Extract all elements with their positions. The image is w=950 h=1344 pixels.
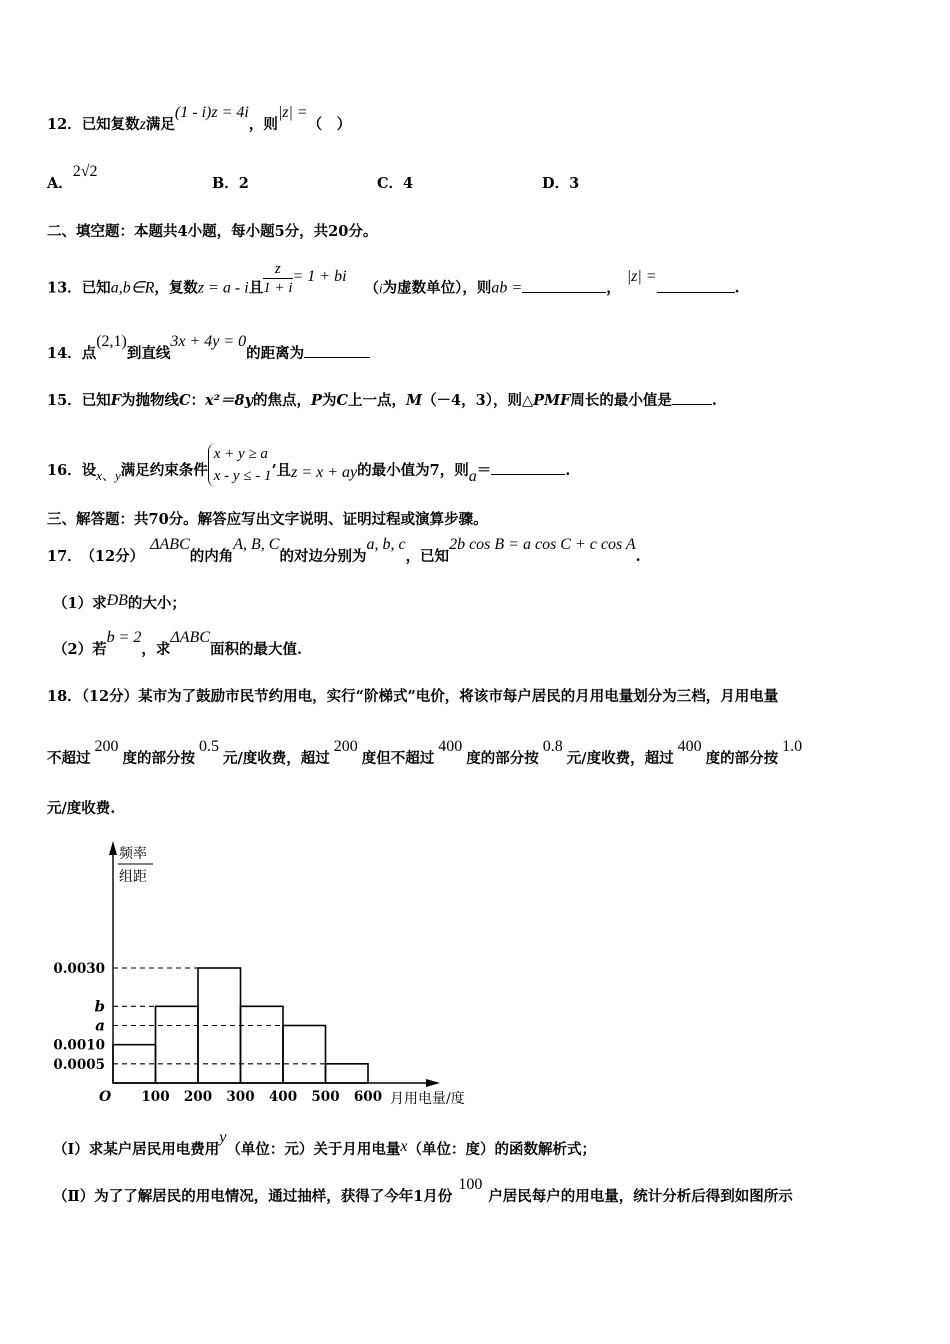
q18-part1-text-c: （单位：度）的函数解析式； — [407, 1141, 597, 1158]
y-axis-arrow — [109, 841, 117, 855]
q18-num-05: 0.5 — [199, 738, 219, 755]
q14-point: (2,1) — [96, 333, 127, 350]
histogram-labels — [53, 846, 464, 1107]
q16-end: . — [565, 462, 571, 479]
q13-end: . — [734, 279, 740, 297]
q15-text-e: 上一点， — [348, 392, 406, 409]
q18-part1 — [53, 1129, 597, 1159]
q18-part1-y: y — [219, 1129, 227, 1146]
q18-text-1: （12分）某市为了鼓励市民节约用电，实行“阶梯式”电价，将该市每户居民的月用电量划分为三档，月用电量 — [81, 688, 779, 705]
q16-text-mid: 满足约束条件 — [120, 462, 208, 479]
q16-stem — [47, 446, 571, 493]
q18-part1-x: x — [400, 1138, 408, 1155]
q16-blank[interactable] — [491, 460, 565, 475]
q13-frac-den: 1 + i — [263, 280, 293, 296]
q17-stem — [47, 536, 641, 566]
q15-text-d: 为 — [321, 392, 337, 409]
q17-equation: 2b cos B = a cos C + c cos A — [449, 536, 636, 553]
q15-text-b: 为抛物线 — [120, 392, 179, 409]
q13-frac-num: z — [263, 260, 292, 279]
q13-expr: z = a - i — [197, 279, 249, 297]
q17-part2 — [53, 629, 303, 659]
y-tick-label: a — [95, 1016, 105, 1035]
q12-option-b-value: 2 — [238, 175, 249, 192]
q17-part2-mid: ，求 — [141, 641, 171, 658]
section2-title: 二、填空题：本题共4小题，每小题5分，共20分。 — [47, 223, 378, 240]
q17-part1-label: （1）求 — [53, 595, 107, 612]
q16-y: y — [114, 468, 121, 483]
q18-part2 — [53, 1176, 793, 1206]
q17-end: . — [635, 548, 641, 565]
q18-num-10: 1.0 — [782, 738, 803, 755]
q18-part2-num: 100 — [458, 1176, 483, 1193]
q12-option-d — [542, 172, 579, 193]
q18-text-2d: 度但不超过 — [361, 750, 435, 767]
q12-text-mid: 满足 — [145, 116, 175, 133]
q17-part2-label: （2）若 — [53, 641, 107, 658]
x-tick-label: 500 — [311, 1089, 340, 1105]
q18-line-3: 元/度收费. — [47, 800, 116, 817]
q13-text-4: 为虚数单位），则 — [382, 279, 492, 297]
q18-text-2f: 元/度收费，超过 — [566, 750, 674, 767]
q12-var-z: z — [139, 116, 146, 133]
q18-num-200: 200 — [94, 738, 119, 755]
q16-text-2: 的最小值为7，则 — [357, 462, 469, 479]
q17-number: 17． — [47, 548, 82, 565]
q18-part1-text-a: （I）求某户居民用电费用 — [53, 1141, 220, 1158]
q18-part1-text-b: （单位：元）关于月用电量 — [226, 1141, 401, 1158]
q15-stem — [47, 389, 717, 410]
q15-text-c: 的焦点， — [253, 392, 312, 409]
x-tick-label: 300 — [226, 1089, 255, 1105]
q18-part2-text-a: （Ⅱ）为了了解居民的用电情况，通过抽样，获得了今年1月份 — [53, 1188, 453, 1205]
histogram-bar — [283, 1026, 326, 1083]
q16-objective: z = x + ay — [291, 464, 358, 481]
q14-blank[interactable] — [304, 343, 370, 358]
q18-text-2e: 度的部分按 — [466, 750, 539, 767]
q16-constraints — [208, 443, 272, 487]
x-tick-label: 400 — [268, 1089, 298, 1105]
q15-eq: x²＝8y — [205, 392, 254, 409]
q12-text-post: ，则 — [248, 116, 278, 133]
q17-score: （12分） — [87, 548, 145, 565]
q12-option-c-label: C． — [377, 175, 404, 192]
q13-cond: a,b∈R — [110, 279, 155, 297]
q12-option-d-label: D． — [542, 175, 570, 192]
x-axis-label: 月用电量/度 — [390, 1091, 465, 1107]
q15-PMF: PMF — [533, 392, 571, 409]
q16-text-1: ’且 — [271, 462, 292, 479]
y-tick-label: 0.0030 — [53, 961, 105, 978]
q16-constraint-1: x + y ≥ a — [213, 446, 268, 462]
q18-num-200b: 200 — [333, 738, 358, 755]
q13-absz: |z| = — [626, 267, 657, 285]
q14-text-post: 的距离为 — [246, 345, 305, 362]
q18-line-1 — [47, 685, 778, 706]
y-label-top: 频率 — [119, 846, 147, 862]
q17-text-1: 的内角 — [189, 548, 234, 565]
q12-option-b — [212, 172, 249, 193]
q14-text-pre: 点 — [81, 345, 97, 362]
q14-number: 14． — [47, 345, 82, 362]
histogram-chart — [45, 838, 485, 1113]
q17-part1-post: 的大小； — [127, 595, 186, 612]
q17-part2-post: 面积的最大值. — [210, 641, 303, 658]
q17-part2-triangle: ΔABC — [170, 629, 210, 646]
q15-blank[interactable] — [672, 390, 712, 405]
q17-angles: A, B, C — [233, 536, 280, 553]
q17-part1-angle: ÐB — [106, 592, 128, 609]
q13-text-2: 且 — [248, 279, 264, 297]
q18-part2-text-b: 户居民每户的用电量，统计分析后得到如图所示 — [488, 1188, 793, 1205]
q18-num-400: 400 — [438, 738, 463, 755]
q17-text-3: ，已知 — [405, 548, 450, 565]
q12-text-pre: 已知复数 — [81, 116, 140, 133]
origin-label: O — [99, 1089, 112, 1105]
x-tick-label: 100 — [141, 1089, 170, 1105]
x-tick-label: 600 — [353, 1089, 383, 1105]
q13-stem — [47, 261, 740, 307]
y-tick-label: b — [94, 997, 105, 1016]
q15-M: M — [406, 392, 423, 409]
q13-fraction — [263, 260, 292, 297]
histogram-axes — [109, 841, 440, 1087]
q15-C2: C — [336, 392, 348, 409]
histogram-bar — [156, 1006, 199, 1083]
q17-part1 — [53, 592, 186, 613]
q16-a: a — [468, 468, 477, 485]
q12-option-a-value: 2√2 — [72, 163, 98, 180]
y-tick-label: 0.0005 — [53, 1056, 105, 1073]
q14-stem — [47, 333, 370, 363]
section3-title: 三、解答题：共70分。解答应写出文字说明、证明过程或演算步骤。 — [47, 511, 488, 528]
q15-colon: ： — [190, 392, 206, 409]
q16-number: 16． — [47, 462, 82, 479]
q14-line: 3x + 4y = 0 — [170, 333, 247, 350]
q12-formula: (1 - i)z = 4i — [174, 104, 249, 121]
q18-num-08: 0.8 — [542, 738, 563, 755]
q12-option-a — [47, 163, 98, 193]
q15-F: F — [110, 392, 121, 409]
q13-rhs: = 1 + bi — [292, 267, 347, 285]
q12-option-b-label: B． — [212, 175, 239, 192]
histogram-bar — [241, 1006, 284, 1083]
q15-P: P — [311, 392, 322, 409]
q16-comma: 、 — [101, 468, 115, 483]
q15-coords: （－4，3） — [422, 392, 493, 409]
q12-stem — [47, 104, 352, 134]
q15-C: C — [178, 392, 191, 409]
q18-text-2a: 不超过 — [47, 750, 91, 767]
q13-blank-1[interactable] — [522, 278, 606, 293]
q18-num-400b: 400 — [677, 738, 702, 755]
q13-i: i — [379, 280, 383, 296]
q15-text-f: ，则△ — [493, 392, 534, 409]
q18-number: 18． — [47, 688, 82, 705]
q12-number: 12． — [47, 116, 82, 133]
q14-text-mid: 到直线 — [126, 345, 171, 362]
x-axis-arrow — [426, 1079, 440, 1087]
q12-option-a-label: A． — [47, 175, 73, 192]
q17-sides: a, b, c — [366, 536, 406, 553]
q16-eq: ＝ — [476, 462, 492, 479]
histogram-bar — [326, 1064, 369, 1083]
y-tick-label: 0.0010 — [53, 1037, 105, 1054]
q17-part2-cond: b = 2 — [106, 629, 142, 646]
q13-text-1: ，复数 — [154, 279, 198, 297]
q17-text-2: 的对边分别为 — [279, 548, 367, 565]
q18-text-2c: 元/度收费，超过 — [223, 750, 330, 767]
q12-abs-z: |z| = — [277, 104, 308, 121]
y-label-bottom: 组距 — [119, 869, 147, 885]
q13-blank-2[interactable] — [657, 278, 735, 293]
q15-end: . — [711, 392, 717, 409]
q16-constraint-2: x - y ≤ - 1 — [213, 468, 272, 484]
q15-text-g: 周长的最小值是 — [570, 392, 672, 409]
q18-text-2b: 度的部分按 — [122, 750, 195, 767]
q16-text-pre: 设 — [81, 462, 97, 479]
q17-triangle: ΔABC — [150, 536, 190, 553]
q13-text-pre: 已知 — [81, 279, 111, 297]
q18-text-2g: 度的部分按 — [705, 750, 779, 767]
q12-answer-paren: （ ） — [307, 116, 352, 133]
q15-number: 15． — [47, 392, 82, 409]
q18-line-2 — [47, 738, 806, 768]
q12-option-c-value: 4 — [403, 175, 414, 192]
q13-text-5: ， — [606, 279, 621, 297]
q12-option-d-value: 3 — [569, 175, 580, 192]
q13-text-3: （ — [364, 279, 380, 297]
x-tick-label: 200 — [183, 1089, 213, 1105]
q12-option-c — [377, 172, 413, 193]
q13-ab: ab = — [491, 279, 523, 297]
q15-text-a: 已知 — [81, 392, 111, 409]
q13-number: 13． — [47, 279, 82, 297]
q16-x: x — [96, 468, 102, 483]
